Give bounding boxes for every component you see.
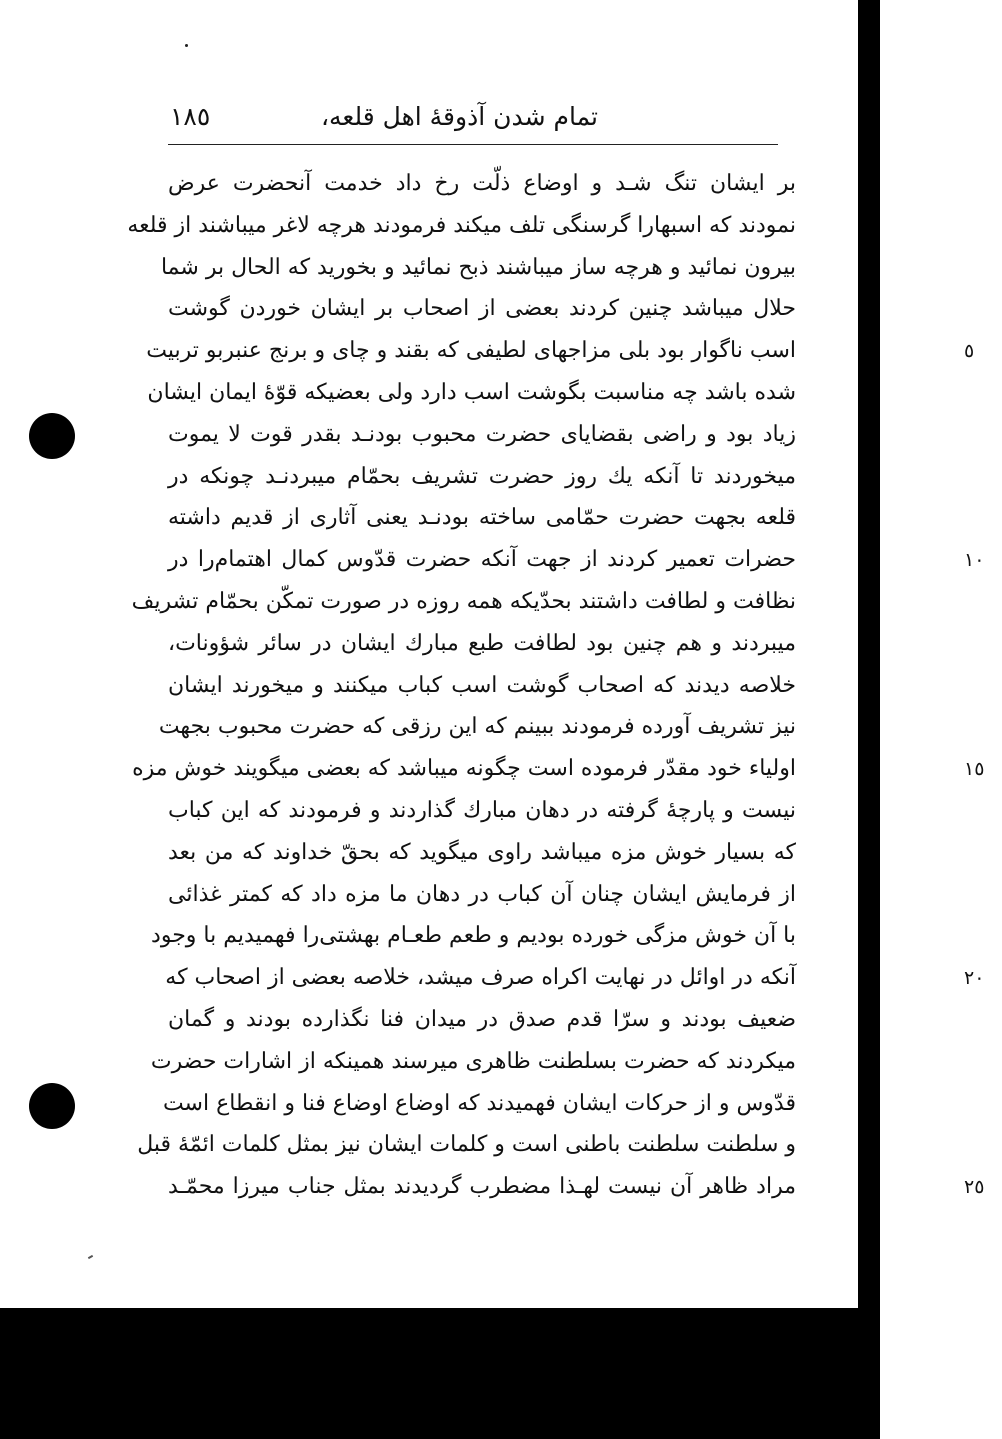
text-line: بیرون نمائید و هرچه ساز میباشند ذبح نمائید و بخورید که الحال بر شما <box>160 255 796 280</box>
scan-border-right <box>858 0 880 1308</box>
text-line: اولیاء خود مقدّر فرموده است چگونه میباشد که بعضی میگویند خوش مزه <box>132 756 796 781</box>
line-number: ١٠ <box>964 549 985 571</box>
line-number: ٢٥ <box>964 1176 985 1198</box>
text-line: قدّوس و از حرکات ایشان فهمیدند که اوضاع اوضاع فنا و انقطاع است <box>162 1091 796 1116</box>
text-line: حلال میباشد چنین کردند بعضی از اصحاب بر ایشان خوردن گوشت <box>168 296 796 321</box>
text-line: از فرمایش ایشان چنان آن کباب در دهان ما مزه داد که کمتر غذائی <box>168 882 796 907</box>
text-line: زیاد بود و راضی بقضایای حضرت محبوب بودنـد بقدر قوت لا یموت <box>168 422 796 447</box>
text-line: نظافت و لطافت داشتند بحدّیکه همه روزه در صورت تمکّن بحمّام تشریف <box>131 589 796 614</box>
ink-speck <box>185 44 188 47</box>
text-line: خلاصه دیدند که اصحاب گوشت اسب کباب میکنند و میخورند ایشان <box>168 673 796 698</box>
running-header <box>168 100 778 144</box>
punch-hole <box>29 1083 75 1129</box>
text-line: حضرات تعمیر کردند از جهت آنکه حضرت قدّوس کمال اهتمام‌را در <box>168 547 796 572</box>
punch-hole <box>29 413 75 459</box>
scan-border-bottom <box>0 1308 880 1439</box>
text-line: آنکه در اوائل در نهایت اکراه صرف میشد، خلاصه بعضی از اصحاب که <box>165 965 796 990</box>
text-line: میبردند و هم چنین بود لطافت طبع مبارك ایشان در سائر شؤونات، <box>168 631 796 656</box>
text-line: که بسیار خوش مزه میباشد راوی میگوید که بحقّ خداوند که من بعد <box>168 840 796 865</box>
text-line: قلعه بجهت حضرت حمّامی ساخته بودنـد یعنی آثاری از قدیم داشته <box>168 505 796 530</box>
text-line: اسب ناگوار بود بلی مزاجهای لطیفی که بقند و چای و برنج عنبربو تربیت <box>146 338 796 363</box>
line-number: ٥ <box>964 340 975 362</box>
text-line: میخوردند تا آنکه یك روز حضرت تشریف بحمّام میبردنـد چونکه در <box>168 464 796 489</box>
text-line: با آن خوش مزگی خورده بودیم و طعم طعـام بهشتی‌را فهمیدیم با وجود <box>151 923 796 948</box>
page-number: ١٨٥ <box>170 102 211 131</box>
text-line: بر ایشان تنگ شـد و اوضاع ذلّت رخ داد خدمت آنحضرت عرض <box>168 171 796 196</box>
text-line: ضعیف بودند و سرّا قدم صدق در میدان فنا نگذارده بودند و گمان <box>168 1007 796 1032</box>
text-line: مراد ظاهر آن نیست لهـذا مضطرب گردیدند بمثل جناب میرزا محمّـد <box>168 1174 796 1199</box>
text-line: و سلطنت سلطنت باطنی است و کلمات ایشان نیز بمثل کلمات ائمّهٔ قبل <box>137 1132 796 1157</box>
text-line: شده باشد چه مناسبت بگوشت اسب دارد ولی بعضیکه قوّهٔ ایمان ایشان <box>147 380 796 405</box>
text-line: نیز تشریف آورده فرمودند ببینم که این رزقی که حضرت محبوب بجهت <box>158 714 796 739</box>
text-line: میکردند که حضرت بسلطنت ظاهری میرسند همینکه از اشارات حضرت <box>150 1049 796 1074</box>
line-number: ٢٠ <box>964 967 985 989</box>
text-line: نمودند که اسبهارا گرسنگی تلف میکند فرمودند هرچه لاغر میباشند از قلعه <box>127 213 796 238</box>
line-number: ١٥ <box>964 758 985 780</box>
text-line: نیست و پارچهٔ گرفته در دهان مبارك گذاردند و فرمودند که این کباب <box>168 798 796 823</box>
running-title: تمام شدن آذوقهٔ اهل قلعه، <box>320 102 598 131</box>
ink-speck <box>88 1255 93 1259</box>
header-rule <box>168 144 778 145</box>
